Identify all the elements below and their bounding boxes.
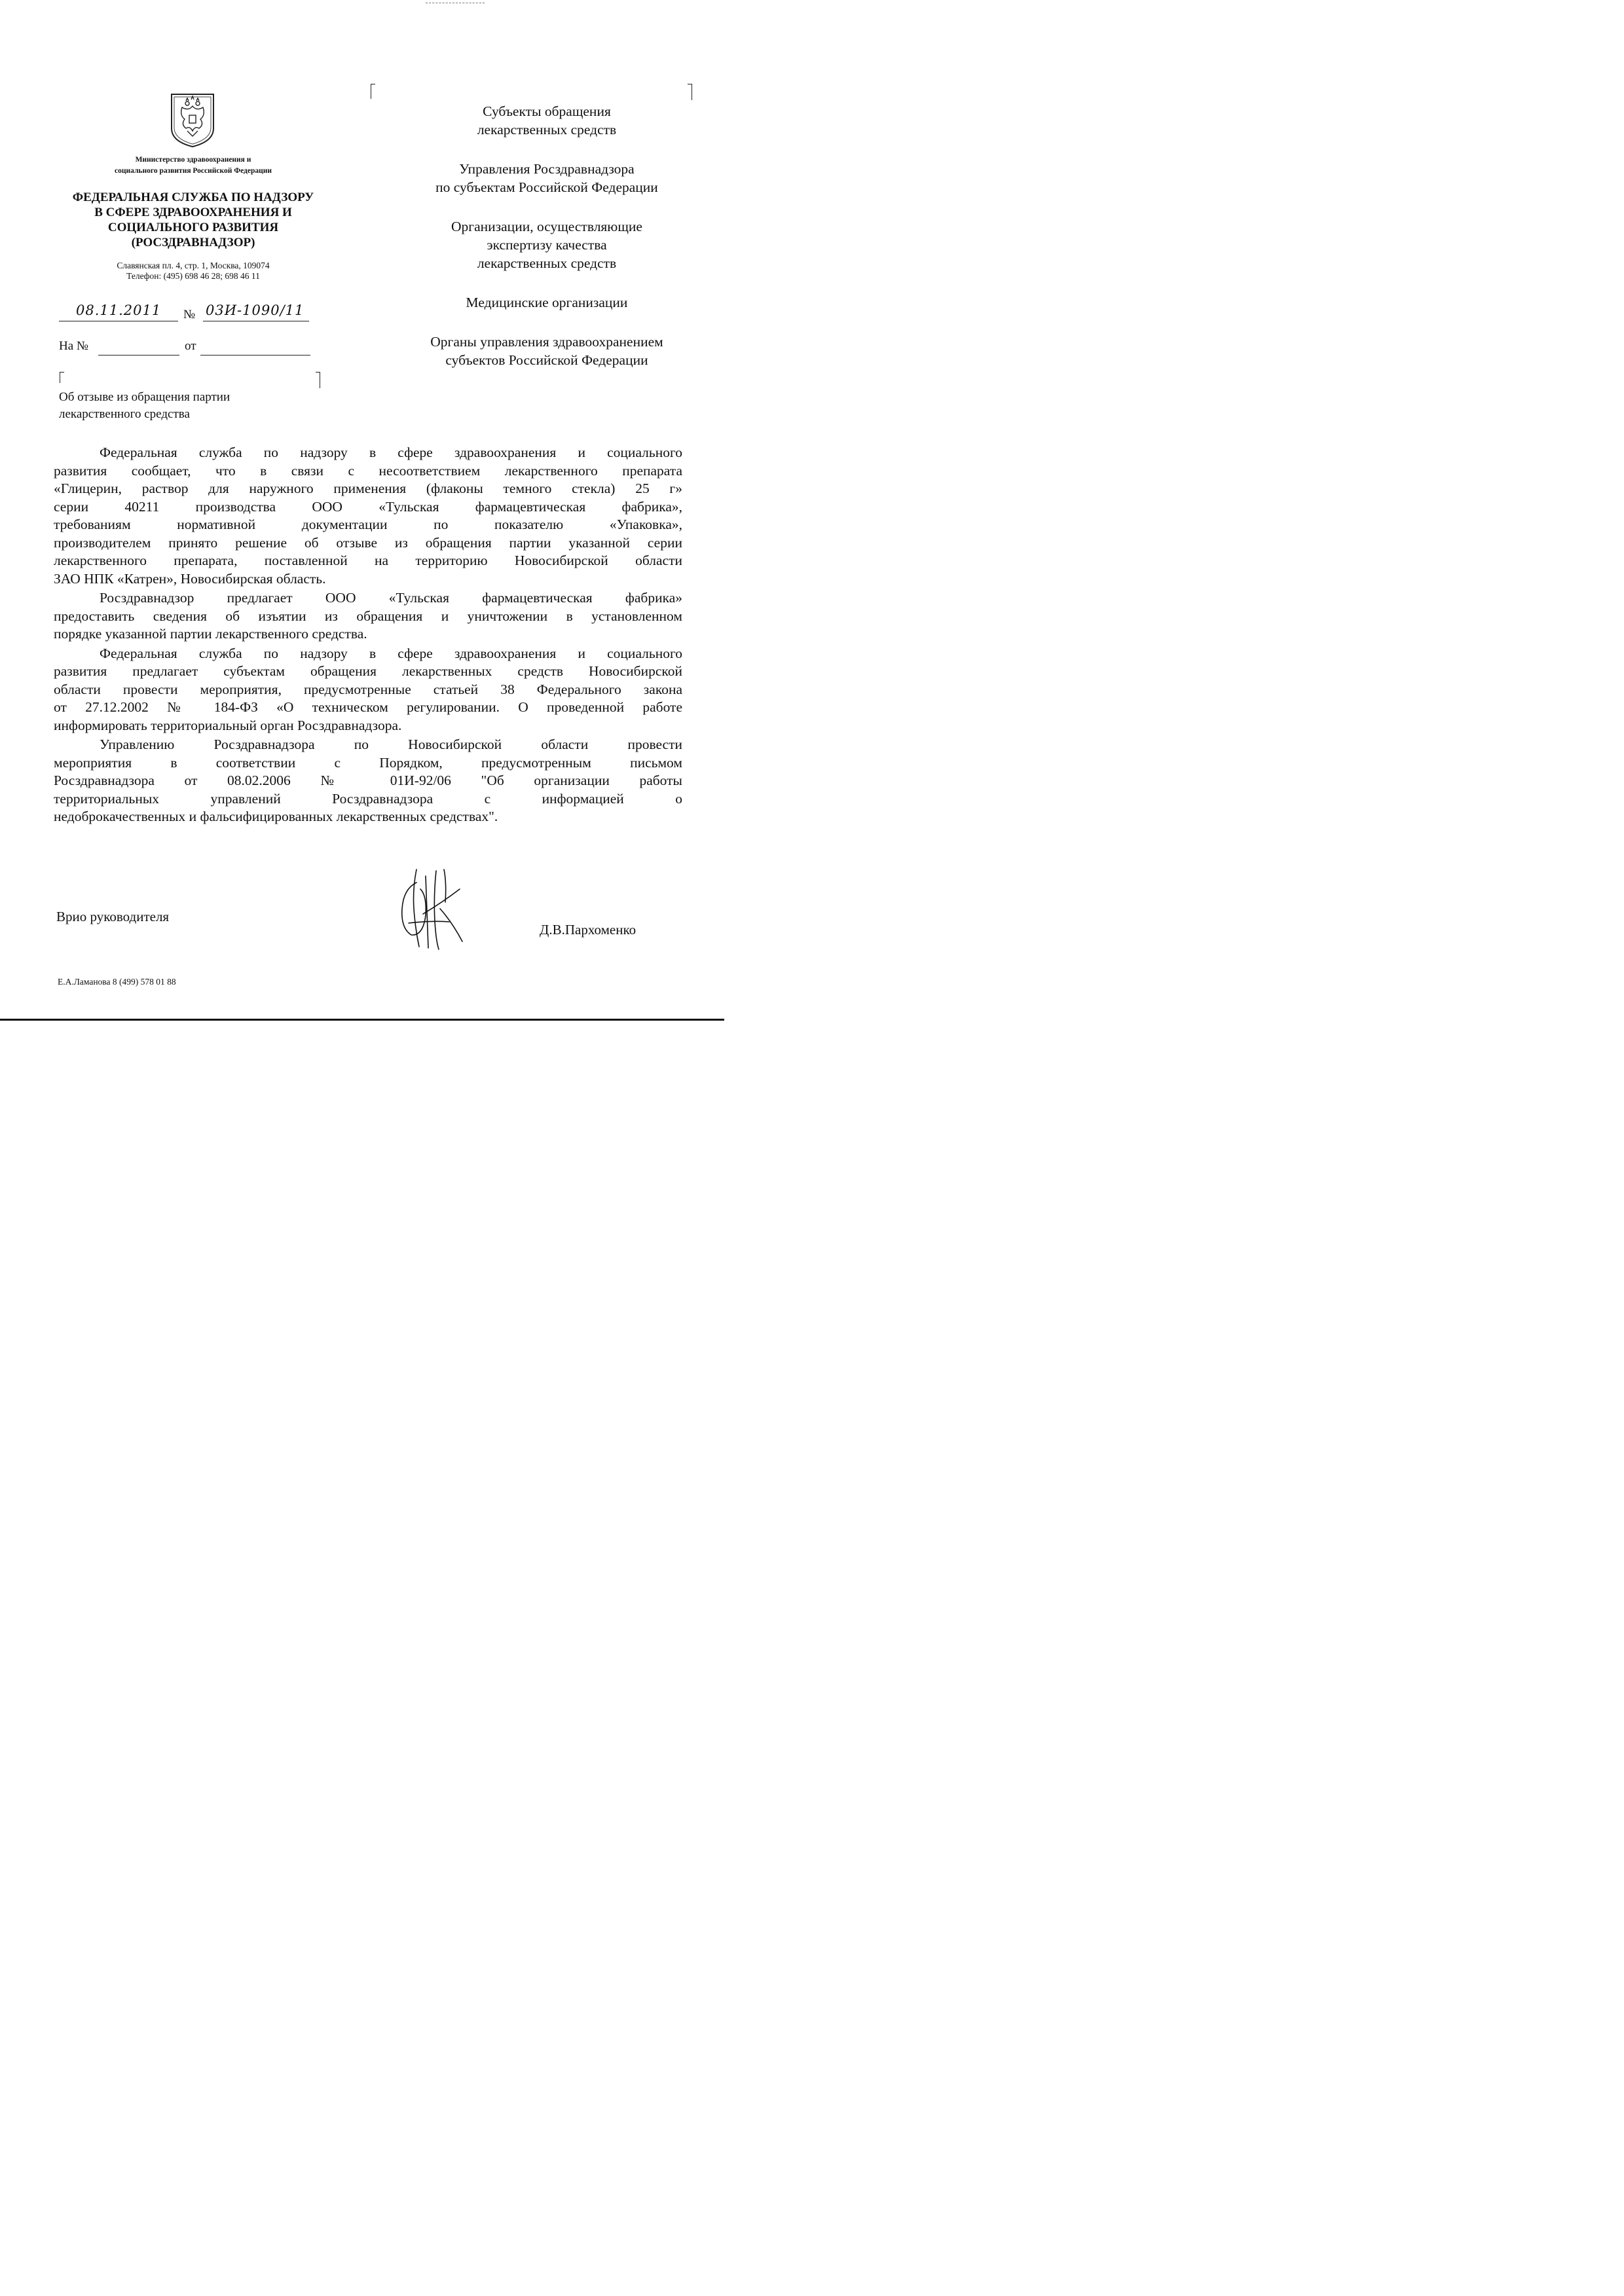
addressee: [393, 217, 701, 272]
addressee-line: Субъекты обращения: [483, 103, 611, 119]
signatory-name: Д.В.Пархоменко: [540, 922, 637, 938]
addressee: [393, 293, 701, 312]
ministry-line: Министерство здравоохранения и: [135, 156, 251, 164]
body-line: производителем принято решение об отзыве из обращения партии указанной серии: [54, 534, 682, 551]
body-paragraph: [54, 589, 682, 644]
addressee-line: по субъектам Российской Федерации: [435, 179, 658, 195]
letter-body: [54, 444, 682, 828]
addressee: [393, 333, 701, 369]
address-line: Телефон: (495) 698 46 28; 698 46 11: [126, 271, 260, 281]
addressee-line: Медицинские организации: [466, 295, 628, 310]
ministry-line: социального развития Российской Федерации: [115, 167, 272, 175]
body-line: серии 40211 производства ООО «Тульская фармацевтическая фабрика»,: [54, 498, 682, 515]
addressee-line: лекарственных средств: [477, 255, 617, 271]
subject-line: Об отзыве из обращения партии: [59, 390, 231, 404]
body-line: территориальных управлений Росздравнадзора с информацией о: [54, 790, 682, 807]
registration-row: [59, 302, 321, 325]
corner-bracket: [316, 372, 320, 388]
corner-bracket: [688, 84, 692, 100]
subject-line: лекарственного средства: [59, 407, 190, 421]
body-paragraph: [54, 444, 682, 588]
body-line: требованиям нормативной документации по показателю «Упаковка»,: [54, 517, 682, 532]
body-line: области провести мероприятия, предусмотренные статьей 38 Федерального закона: [54, 681, 682, 697]
body-paragraph: [54, 645, 682, 735]
executor-contact: Е.А.Ламанова 8 (499) 578 01 88: [58, 977, 176, 987]
body-line: информировать территориальный орган Росздравнадзора.: [54, 717, 402, 733]
body-line: лекарственного препарата, поставленной на территорию Новосибирской области: [54, 553, 682, 568]
service-line: (РОСЗДРАВНАДЗОР): [131, 236, 255, 249]
bottom-rule: [0, 1019, 724, 1021]
addressee-line: субъектов Российской Федерации: [445, 352, 648, 368]
ministry-name: [72, 155, 314, 177]
service-address: [59, 261, 327, 282]
address-line: Славянская пл. 4, стр. 1, Москва, 109074: [117, 261, 270, 270]
service-line: В СФЕРЕ ЗДРАВООХРАНЕНИЯ И: [94, 206, 292, 219]
body-line: порядке указанной партии лекарственного средства.: [54, 626, 367, 642]
body-line: Федеральная служба по надзору в сфере здравоохранения и социального: [100, 445, 682, 460]
addressee-line: Управления Росздравнадзора: [459, 161, 635, 177]
addressee-line: Органы управления здравоохранением: [430, 334, 663, 350]
addressee-line: лекарственных средств: [477, 122, 617, 137]
reference-from-label: от: [185, 339, 196, 353]
letter-subject: [59, 389, 321, 423]
body-line: ЗАО НПК «Катрен», Новосибирская область.: [54, 570, 326, 587]
signatory-role: Врио руководителя: [56, 909, 170, 924]
addressee-line: экспертизу качества: [487, 237, 607, 253]
body-paragraph: [54, 736, 682, 826]
service-line: СОЦИАЛЬНОГО РАЗВИТИЯ: [107, 221, 279, 234]
body-line: Росздравнадзора от 08.02.2006 № 01И-92/06 "Об организации работы: [54, 773, 682, 788]
addressee: [393, 102, 701, 139]
reference-label: На №: [59, 339, 89, 353]
body-line: от 27.12.2002 № 184-ФЗ «О техническом регулировании. О проведенной работе: [54, 699, 682, 715]
corner-bracket: [371, 84, 375, 99]
addressees-block: [393, 102, 701, 390]
addressee-line: Организации, осуществляющие: [451, 219, 642, 234]
body-line: недоброкачественных и фальсифицированных лекарственных средствах".: [54, 809, 498, 824]
handwritten-signature-icon: [397, 863, 469, 955]
body-line: развития предлагает субъектам обращения лекарственных средств Новосибирской: [54, 663, 682, 679]
number-sign: №: [183, 308, 196, 321]
document-number: 03И-1090/11: [206, 302, 304, 318]
body-line: Федеральная служба по надзору в сфере здравоохранения и социального: [100, 645, 682, 661]
body-line: Росздравнадзор предлагает ООО «Тульская фармацевтическая фабрика»: [100, 590, 682, 606]
service-line: ФЕДЕРАЛЬНАЯ СЛУЖБА ПО НАДЗОРУ: [72, 191, 314, 204]
body-line: мероприятия в соответствии с Порядком, предусмотренным письмом: [54, 754, 682, 771]
body-line: предоставить сведения об изъятии из обращения и уничтожении в установленном: [54, 608, 682, 624]
body-line: Управлению Росздравнадзора по Новосибирской области провести: [100, 737, 682, 752]
body-line: развития сообщает, что в связи с несоответствием лекарственного препарата: [54, 462, 682, 479]
corner-bracket: [60, 372, 64, 383]
service-name: [39, 190, 347, 250]
body-line: «Глицерин, раствор для наружного применения (флаконы темного стекла) 25 г»: [54, 481, 682, 496]
addressee: [393, 160, 701, 196]
document-date: 08.11.2011: [76, 302, 162, 318]
reference-row: [59, 339, 321, 359]
coat-of-arms-icon: [169, 92, 216, 148]
